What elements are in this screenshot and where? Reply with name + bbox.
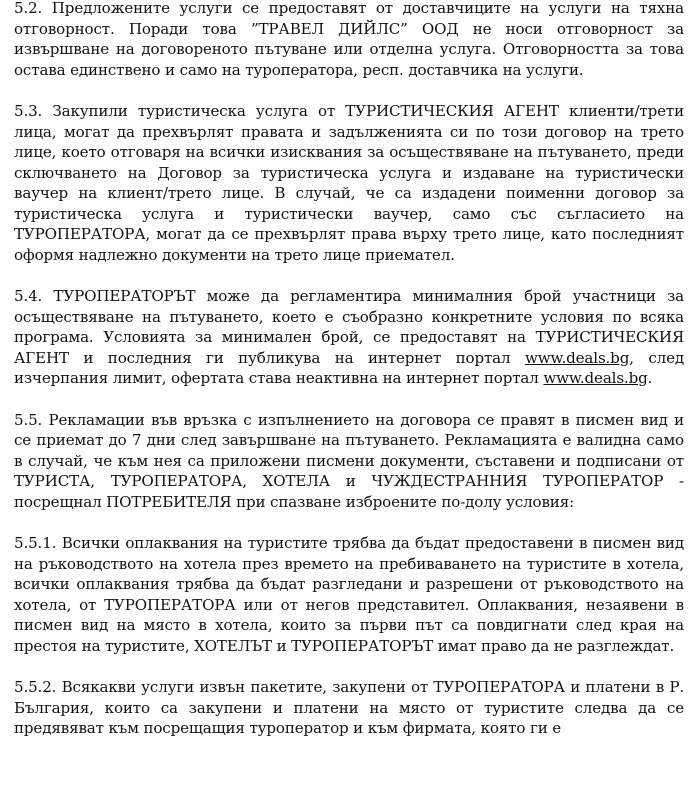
deals-link[interactable]: www.deals.bg <box>524 348 630 367</box>
paragraph-5-5-2 <box>14 677 684 739</box>
paragraph-text: 5.4. ТУРОПЕРАТОРЪТ може да регламентира минималния брой участници за осъществяване на пътуването, което е съобразно конкретните условия по всяка програма. Условията за минимален брой, се предоставят на ТУРИСТИЧЕСКИЯ АГЕНТ и последния ги публикува на интернет портал <box>14 287 684 367</box>
paragraph-text: 5.5.1. Всички оплаквания на туристите трябва да бъдат предоставени в писмен вид на ръководството на хотела през времето на пребиваването на туристите в хотела, всички оплаквания трябва да бъдат разгледани и разрешени от ръководството на хотела, от ТУРОПЕРАТОРА или от негов представител. Оплаквания, незаявени в писмен вид на място в хотела, които за първи път са повдигнати след края на престоя на туристите, ХОТЕЛЪТ и ТУРОПЕРАТОРЪТ имат право да не разглеждат. <box>14 534 684 655</box>
paragraph-5-3 <box>14 101 684 265</box>
paragraph-text: 5.5.2. Всякакви услуги извън пакетите, закупени от ТУРОПЕРАТОРА и платени в Р. България, които са закупени и платени на място от туристите следва да се предявяват към посрещащия туроператор и към фирмата, която ги е <box>14 678 684 737</box>
paragraph-text: 5.3. Закупили туристическа услуга от ТУРИСТИЧЕСКИЯ АГЕНТ клиенти/трети лица, могат да прехвърлят правата и задълженията си по този договор на трето лице, което отговаря на всички изисквания за осъществяване на пътуването, преди сключването на Договор за туристическа услуга и издаване на туристически ваучер на клиент/трето лице. В случай, че са издадени поименни договор за туристическа услуга и туристически ваучер, само със съгласието на ТУРОПЕРАТОРА, могат да се прехвърлят права върху трето лице, като последният оформя надлежно документи на трето лице приемател. <box>14 102 684 264</box>
deals-link-2[interactable]: www.deals.bg <box>543 369 648 387</box>
paragraph-5-5 <box>14 410 684 513</box>
paragraph-text: , след изчерпания лимит, офертата става неактивна на интернет портал <box>14 348 685 387</box>
paragraph-5-4 <box>14 286 684 389</box>
paragraph-5-5-1 <box>14 533 684 656</box>
paragraph-text: . <box>647 369 653 387</box>
paragraph-5-2 <box>14 0 684 80</box>
paragraph-text: 5.5. Рекламации във връзка с изпълнението на договора се правят в писмен вид и се приемат до 7 дни след завършване на пътуването. Рекламацията е валидна само в случай, че към нея са приложени писмени документи, съставени и подписани от ТУРИСТА, ТУРОПЕРАТОРА, ХОТЕЛА и ЧУЖДЕСТРАННИЯ ТУРОПЕРАТОР - посрещнал ПОТРЕБИТЕЛЯ при спазване изброените по-долу условия: <box>14 410 684 511</box>
document-page <box>14 0 684 760</box>
paragraph-text: 5.2. Предложените услуги се предоставят от доставчиците на услуги на тяхна отговорност. Поради това ”ТРАВЕЛ ДИЙЛС” ООД не носи отговорност за извършване на договореното пътуване или отделна услуга. Отговорността за това остава единствено и само на туроператора, респ. доставчика на услуги. <box>14 0 684 79</box>
